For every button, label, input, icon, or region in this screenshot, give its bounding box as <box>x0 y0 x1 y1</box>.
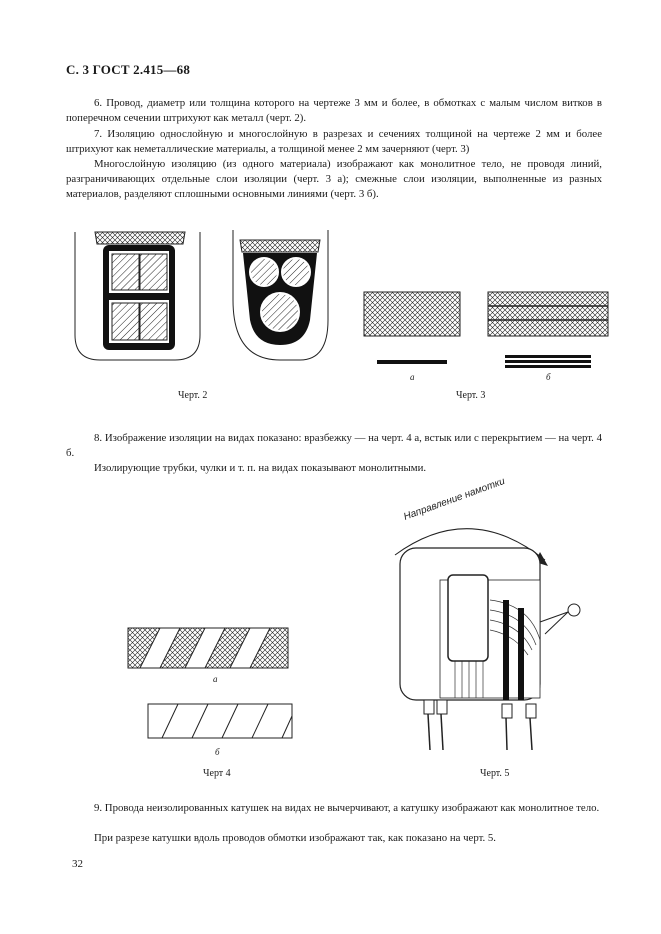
fig4b-wrap-butt <box>148 704 292 738</box>
fig4-label-b: б <box>215 747 220 757</box>
fig5-arrow-label: Направление намотки <box>402 475 507 523</box>
page-number: 32 <box>72 858 83 870</box>
paragraph-9: 9. Провода неизолированных катушек на видах не вычерчивают, а катушку изображают как монолитное тело. <box>94 802 600 814</box>
fig4a-wrap-spaced <box>128 628 288 668</box>
paragraph-7-multilayer: Многослойную изоляцию (из одного материала) изображают как монолитное тело, не проводя линий, разграничивающих отдельные слои изоляции (черт. 3 а); смежные слои изоляции, выполненные из разных материалов, разделяют сплошными основными линиями (черт. 3 б). <box>66 158 602 200</box>
paragraph-8-tubes: Изолирующие трубки, чулки и т. п. на видах показывают монолитными. <box>94 462 427 474</box>
fig3-label-a: а <box>410 372 415 382</box>
fig5-coil <box>395 529 580 750</box>
fig3-label-b: б <box>546 372 551 382</box>
paragraph-9-section: При разрезе катушки вдоль проводов обмотки изображают так, как показано на черт. 5. <box>94 832 496 844</box>
fig5-caption: Черт. 5 <box>480 768 510 779</box>
fig2-left-section <box>75 232 200 360</box>
fig4-label-a: а <box>213 674 218 684</box>
fig3-caption: Черт. 3 <box>456 390 486 401</box>
fig2-caption: Черт. 2 <box>178 390 208 401</box>
page-header: С. 3 ГОСТ 2.415—68 <box>66 62 191 77</box>
fig4-caption: Черт 4 <box>203 768 231 779</box>
fig3-insulation-b <box>488 292 608 368</box>
paragraph-8: 8. Изображение изоляции на видах показано: вразбежку — на черт. 4 а, встык или с перекрытием — на черт. 4 б. <box>66 432 602 459</box>
fig3-insulation-a <box>364 292 460 364</box>
fig2-right-section <box>233 230 328 360</box>
paragraph-7: 7. Изоляцию однослойную и многослойную в разрезах и сечениях толщиной на чертеже 2 мм и более штрихуют как неметаллические материалы, а толщиной менее 2 мм зачерняют (черт. 3) <box>66 128 602 155</box>
paragraph-6: 6. Провод, диаметр или толщина которого на чертеже 3 мм и более, в обмотках с малым числом витков в поперечном сечении штрихуют как металл (черт. 2). <box>66 97 602 124</box>
